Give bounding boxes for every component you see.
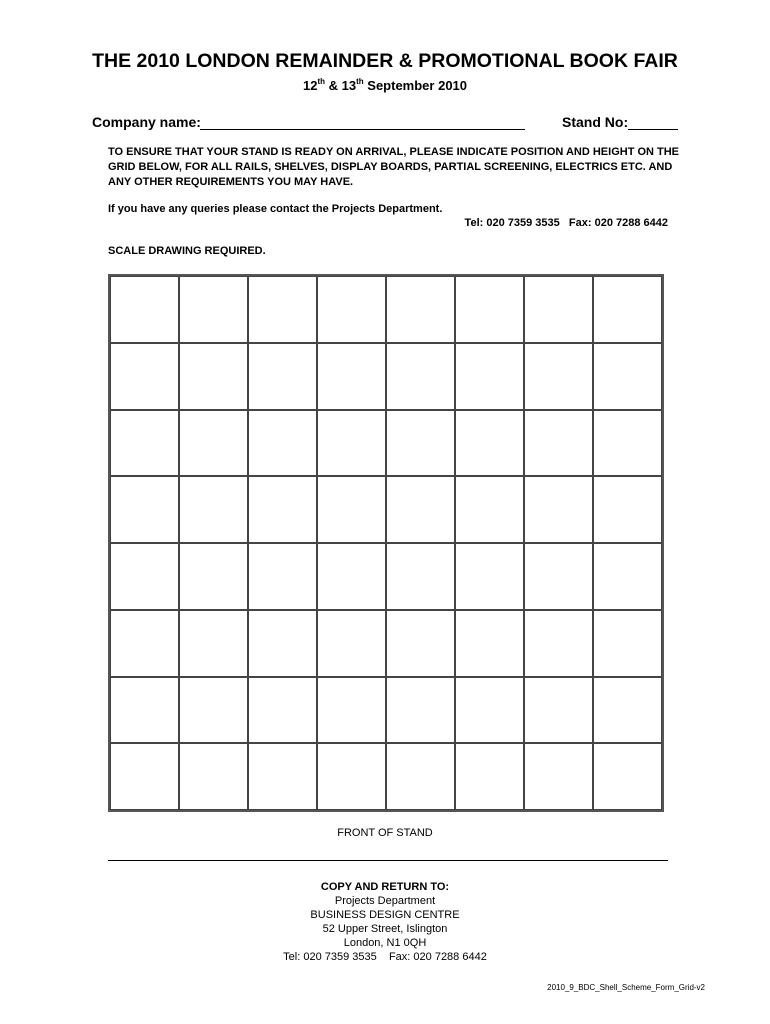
grid-cell[interactable] (524, 677, 593, 744)
grid-cell[interactable] (179, 410, 248, 477)
day-1-suffix: th (317, 77, 326, 86)
day-2-suffix: th (356, 77, 364, 86)
grid-cell[interactable] (455, 276, 524, 343)
grid-cell[interactable] (386, 476, 455, 543)
grid-cell[interactable] (248, 743, 317, 810)
grid-cell[interactable] (110, 343, 179, 410)
grid-cell[interactable] (455, 743, 524, 810)
grid-cell[interactable] (110, 677, 179, 744)
grid-cell[interactable] (317, 343, 386, 410)
grid-cell[interactable] (593, 410, 662, 477)
grid-cell[interactable] (317, 410, 386, 477)
event-dates (0, 77, 770, 93)
month-year: September 2010 (363, 78, 468, 93)
grid-cell[interactable] (455, 677, 524, 744)
grid-cell[interactable] (593, 276, 662, 343)
grid-cell[interactable] (248, 543, 317, 610)
stand-drawing-grid[interactable] (108, 274, 664, 812)
queries-text: If you have any queries please contact the Projects Department. (108, 203, 443, 215)
grid-cell[interactable] (110, 476, 179, 543)
page-title: THE 2010 LONDON REMAINDER & PROMOTIONAL BOOK FAIR (92, 50, 678, 72)
grid-cell[interactable] (524, 476, 593, 543)
return-line-2: BUSINESS DESIGN CENTRE (310, 909, 460, 921)
grid-cell[interactable] (317, 476, 386, 543)
grid-cell[interactable] (386, 610, 455, 677)
grid-cell[interactable] (110, 743, 179, 810)
grid-cell[interactable] (386, 743, 455, 810)
grid-cell[interactable] (248, 677, 317, 744)
grid-cell[interactable] (317, 610, 386, 677)
company-name-label: Company name: (92, 114, 201, 130)
grid-cell[interactable] (248, 276, 317, 343)
grid-cell[interactable] (317, 276, 386, 343)
grid-cell[interactable] (386, 343, 455, 410)
grid-cell[interactable] (524, 610, 593, 677)
dates-separator: & (325, 78, 342, 93)
grid-cell[interactable] (179, 476, 248, 543)
grid-cell[interactable] (317, 677, 386, 744)
grid-cell[interactable] (593, 476, 662, 543)
return-address-block (0, 880, 770, 964)
grid-cell[interactable] (179, 343, 248, 410)
return-line-1: Projects Department (334, 895, 436, 907)
stand-number-field[interactable] (628, 129, 678, 130)
document-reference: 2010_9_BDC_Shell_Scheme_Form_Grid-v2 (547, 983, 705, 992)
grid-cell[interactable] (110, 410, 179, 477)
grid-cell[interactable] (248, 476, 317, 543)
return-heading: COPY AND RETURN TO: (320, 881, 450, 893)
grid-cell[interactable] (524, 410, 593, 477)
grid-cell[interactable] (248, 410, 317, 477)
company-name-field[interactable] (200, 129, 525, 130)
grid-cell[interactable] (248, 343, 317, 410)
grid-cell[interactable] (524, 276, 593, 343)
contact-numbers: Tel: 020 7359 3535 Fax: 020 7288 6442 (464, 217, 668, 229)
grid-cell[interactable] (524, 743, 593, 810)
grid-cell[interactable] (455, 476, 524, 543)
grid-cell[interactable] (593, 677, 662, 744)
stand-number-label: Stand No: (562, 114, 629, 130)
grid-cell[interactable] (455, 343, 524, 410)
front-of-stand-label: FRONT OF STAND (337, 827, 433, 839)
grid-cell[interactable] (179, 610, 248, 677)
grid-cell[interactable] (386, 276, 455, 343)
divider-line (108, 860, 668, 861)
grid-cell[interactable] (179, 743, 248, 810)
return-line-5: Tel: 020 7359 3535 Fax: 020 7288 6442 (283, 951, 487, 963)
scale-note: SCALE DRAWING REQUIRED. (108, 245, 266, 257)
grid-cell[interactable] (110, 610, 179, 677)
grid-cell[interactable] (455, 410, 524, 477)
grid-cell[interactable] (179, 543, 248, 610)
grid-cell[interactable] (593, 343, 662, 410)
grid-cell[interactable] (317, 543, 386, 610)
grid-cell[interactable] (386, 543, 455, 610)
grid-cell[interactable] (386, 677, 455, 744)
return-line-4: London, N1 0QH (343, 937, 427, 949)
grid-cell[interactable] (110, 543, 179, 610)
day-2: 13 (341, 78, 357, 93)
grid-cell[interactable] (524, 543, 593, 610)
day-1: 12 (302, 78, 318, 93)
grid-cell[interactable] (593, 543, 662, 610)
grid-cell[interactable] (386, 410, 455, 477)
grid-cell[interactable] (179, 677, 248, 744)
grid-cell[interactable] (317, 743, 386, 810)
return-line-3: 52 Upper Street, Islington (322, 923, 448, 935)
grid-cell[interactable] (524, 343, 593, 410)
grid-cell[interactable] (110, 276, 179, 343)
grid-cell[interactable] (248, 610, 317, 677)
grid-cell[interactable] (455, 610, 524, 677)
grid-cell[interactable] (455, 543, 524, 610)
grid-cell[interactable] (593, 743, 662, 810)
grid-cell[interactable] (179, 276, 248, 343)
grid-cell[interactable] (593, 610, 662, 677)
instructions-text: TO ENSURE THAT YOUR STAND IS READY ON ARRIVAL, PLEASE INDICATE POSITION AND HEIGHT ON THE GRID BELOW, FOR ALL RAILS, SHELVES, DISPLAY BOARDS, PARTIAL SCREENING, ELECTRICS ETC. AND ANY OTHER REQUIREMENTS YOU MAY HAVE. (108, 146, 680, 188)
